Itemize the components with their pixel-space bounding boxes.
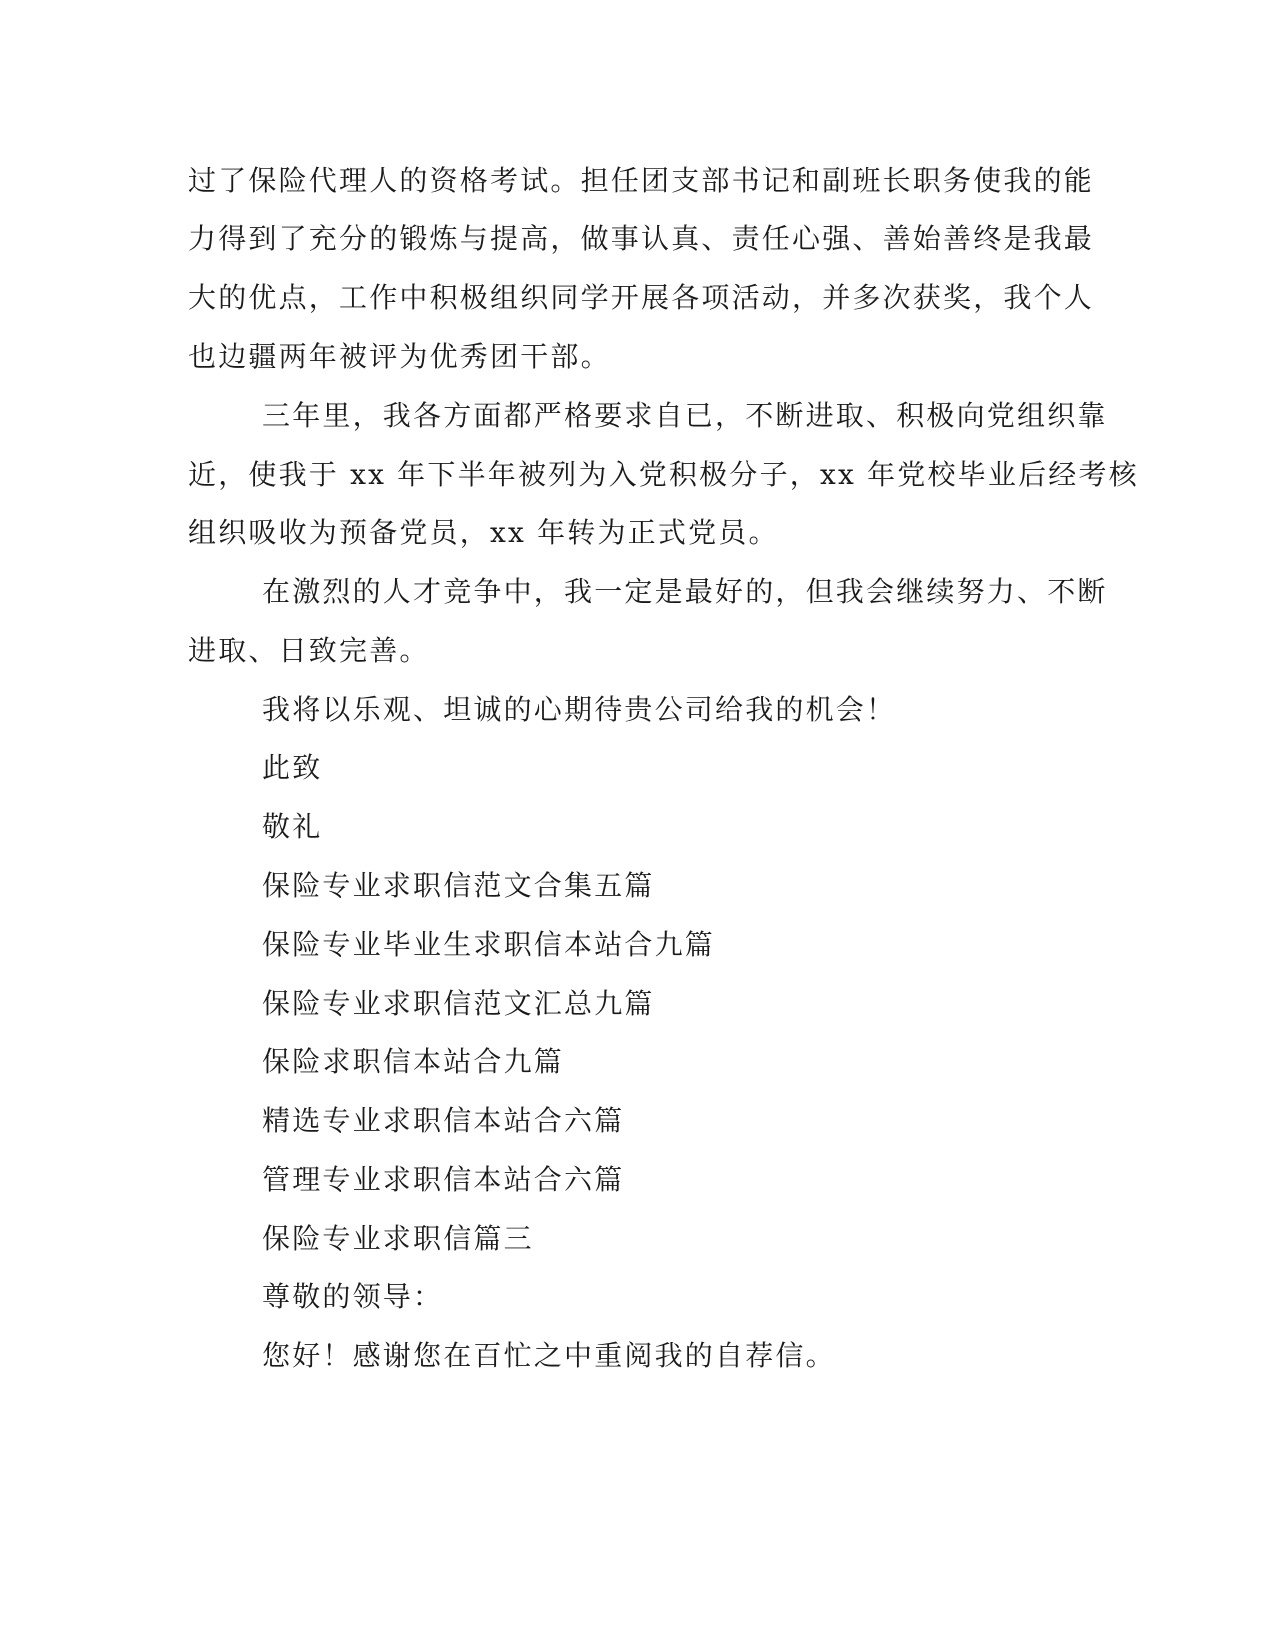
letter-greeting: 尊敬的领导：: [262, 1280, 444, 1313]
paragraph-line: 进取、日致完善。: [188, 634, 430, 667]
section-heading: 保险专业求职信篇三: [262, 1222, 534, 1255]
paragraph-line: 近，使我于 xx 年下半年被列为入党积极分子，xx 年党校毕业后经考核: [188, 458, 1139, 491]
related-title: 保险专业求职信范文合集五篇: [262, 869, 655, 902]
related-title: 保险专业毕业生求职信本站合九篇: [262, 928, 716, 961]
paragraph-line: 过了保险代理人的资格考试。担任团支部书记和副班长职务使我的能: [188, 164, 1095, 197]
closing-hope: 我将以乐观、坦诚的心期待贵公司给我的机会！: [262, 693, 897, 726]
paragraph-line: 也边疆两年被评为优秀团干部。: [188, 340, 611, 373]
related-title: 精选专业求职信本站合六篇: [262, 1104, 625, 1137]
paragraph-line: 大的优点，工作中积极组织同学开展各项活动，并多次获奖，我个人: [188, 281, 1095, 314]
salutation-line: 此致: [262, 751, 323, 784]
salutation-line: 敬礼: [262, 810, 323, 843]
related-title: 保险求职信本站合九篇: [262, 1045, 565, 1078]
related-title: 保险专业求职信范文汇总九篇: [262, 987, 655, 1020]
paragraph-line: 力得到了充分的锻炼与提高，做事认真、责任心强、善始善终是我最: [188, 222, 1095, 255]
paragraph-line: 组织吸收为预备党员，xx 年转为正式党员。: [188, 516, 779, 549]
paragraph-line: 三年里，我各方面都严格要求自已，不断进取、积极向党组织靠: [262, 399, 1108, 432]
related-title: 管理专业求职信本站合六篇: [262, 1163, 625, 1196]
paragraph-line: 在激烈的人才竞争中，我一定是最好的，但我会继续努力、不断: [262, 575, 1108, 608]
letter-opening: 您好！感谢您在百忙之中重阅我的自荐信。: [262, 1339, 836, 1372]
